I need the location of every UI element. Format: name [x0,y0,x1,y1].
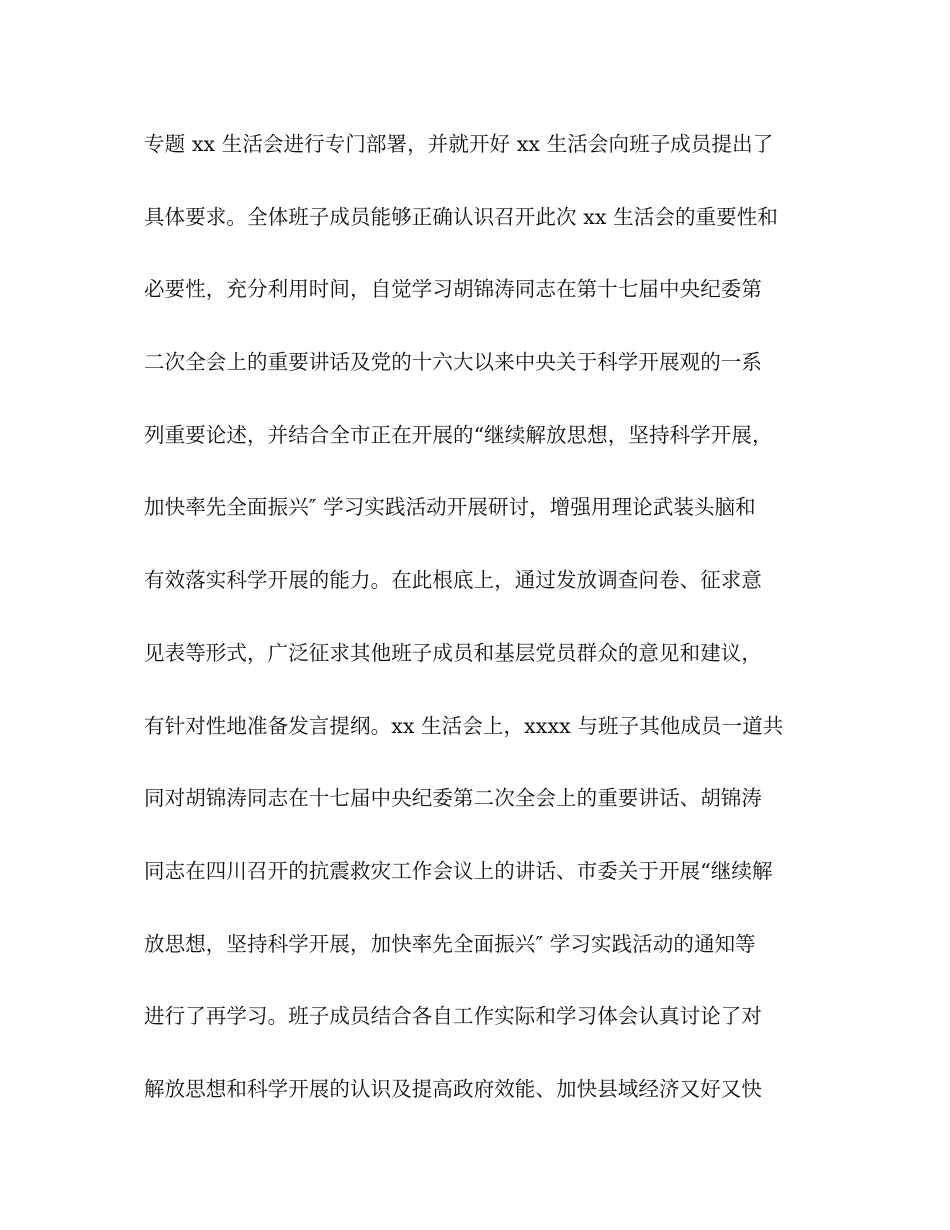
text-line: 必要性，充分利用时间，自觉学习胡锦涛同志在第十七届中央纪委第 [144,277,762,302]
text-line: 见表等形式，广泛征求其他班子成员和基层党员群众的意见和建议， [144,640,762,665]
text-line: 进行了再学习。班子成员结合各自工作实际和学习体会认真讨论了对 [144,1004,762,1029]
text-line: 有效落实科学开展的能力。在此根底上，通过发放调查问卷、征求意 [144,568,762,593]
text-line: 同对胡锦涛同志在十七届中央纪委第二次全会上的重要讲话、胡锦涛 [144,786,762,811]
text-line: 同志在四川召开的抗震救灾工作会议上的讲话、市委关于开展“继续解 [144,858,773,883]
text-line: 具体要求。全体班子成员能够正确认识召开此次 xx 生活会的重要性和 [144,204,778,229]
text-line: 二次全会上的重要讲话及党的十六大以来中央关于科学开展观的一系 [144,350,762,375]
text-line: 有针对性地准备发言提纲。xx 生活会上，xxxx 与班子其他成员一道共 [144,713,784,738]
text-line: 放思想，坚持科学开展，加快率先全面振兴″ 学习实践活动的通知等 [144,931,756,956]
text-line: 加快率先全面振兴″ 学习实践活动开展研讨，增强用理论武装头脑和 [144,495,756,520]
body-text [144,120,824,1138]
text-line: 专题 xx 生活会进行专门部署，并就开好 xx 生活会向班子成员提出了 [144,132,774,156]
text-line: 列重要论述，并结合全市正在开展的“继续解放思想，坚持科学开展， [144,422,773,447]
text-line: 解放思想和科学开展的认识及提高政府效能、加快县域经济又好又快 [144,1076,762,1101]
